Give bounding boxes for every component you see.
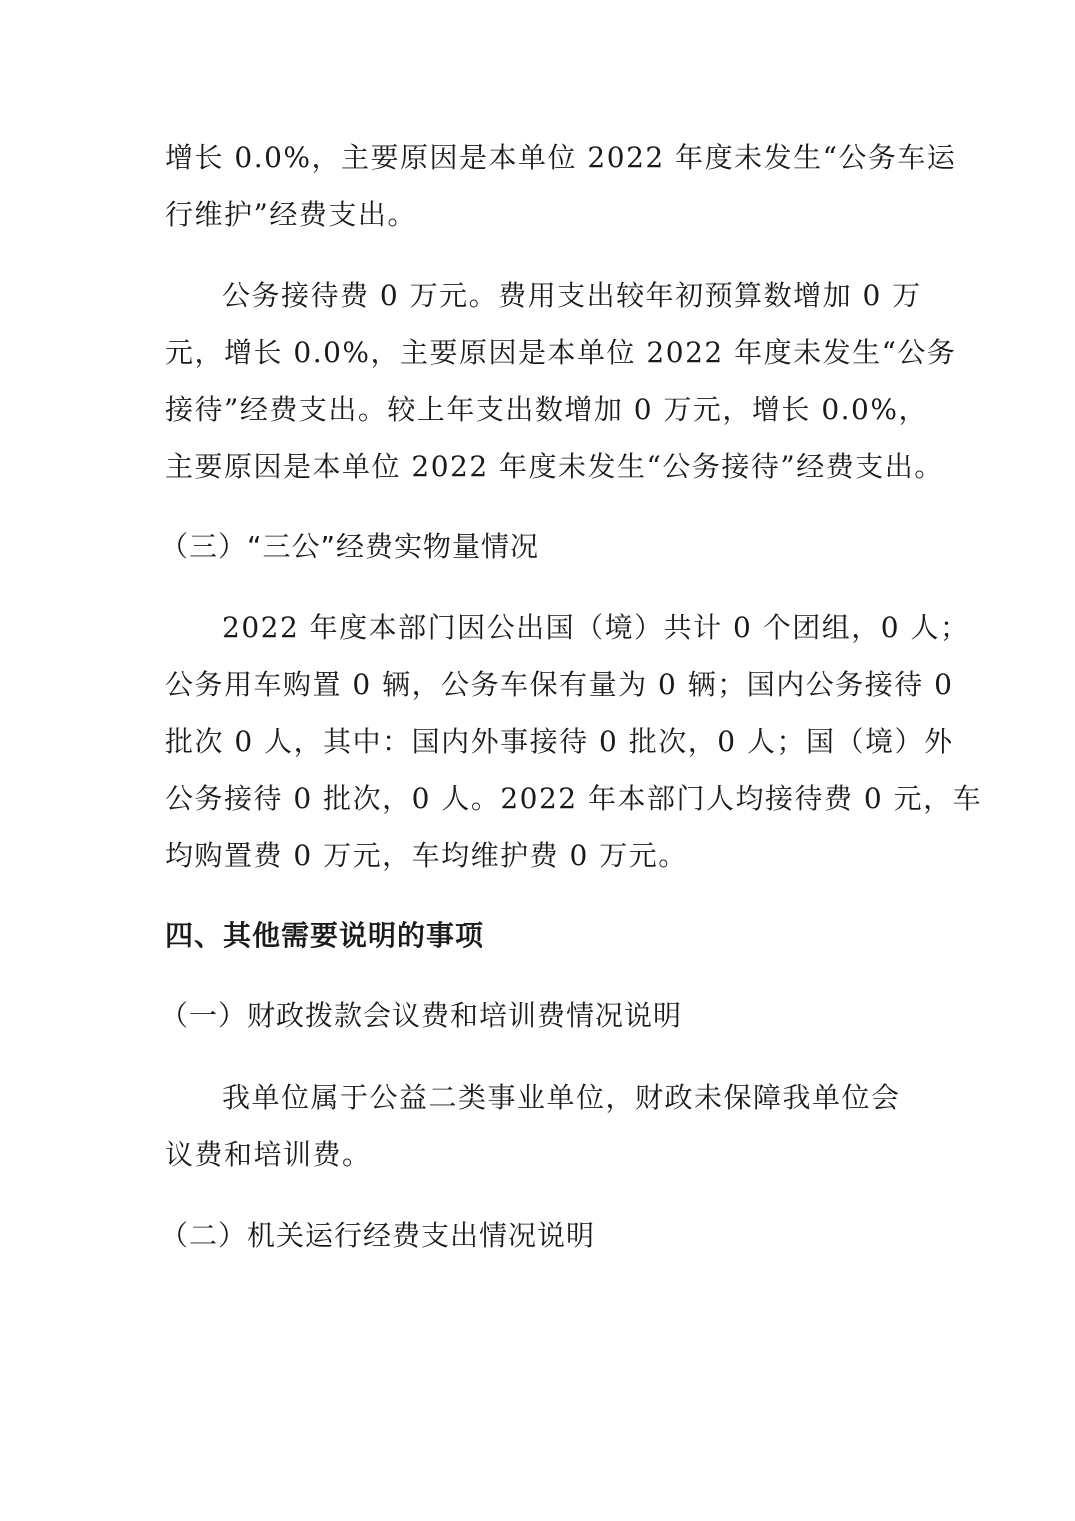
paragraph-line: 主要原因是本单位 2022 年度未发生“公务接待”经费支出。 <box>165 450 944 483</box>
section-heading: （一）财政拨款会议费和培训费情况说明 <box>160 999 683 1032</box>
section-heading: （二）机关运行经费支出情况说明 <box>160 1219 596 1252</box>
paragraph-line: 行维护”经费支出。 <box>165 198 417 231</box>
paragraph-line: 2022 年度本部门因公出国（境）共计 0 个团组，0 人； <box>222 611 970 644</box>
paragraph-line: 公务接待费 0 万元。费用支出较年初预算数增加 0 万 <box>222 279 922 312</box>
paragraph-line: 批次 0 人，其中：国内外事接待 0 批次，0 人；国（境）外 <box>165 725 954 758</box>
paragraph-line: 接待”经费支出。较上年支出数增加 0 万元，增长 0.0%， <box>165 393 928 426</box>
paragraph-line: 增长 0.0%，主要原因是本单位 2022 年度未发生“公务车运 <box>165 141 957 174</box>
paragraph-line: 公务用车购置 0 辆，公务车保有量为 0 辆；国内公务接待 0 <box>165 668 954 701</box>
section-heading: （三）“三公”经费实物量情况 <box>160 530 540 563</box>
paragraph-line: 公务接待 0 批次，0 人。2022 年本部门人均接待费 0 元，车 <box>165 782 983 815</box>
paragraph-line: 元，增长 0.0%，主要原因是本单位 2022 年度未发生“公务 <box>165 336 957 369</box>
paragraph-line: 均购置费 0 万元，车均维护费 0 万元。 <box>165 839 688 872</box>
part-heading: 四、其他需要说明的事项 <box>165 919 485 952</box>
paragraph-line: 我单位属于公益二类事业单位，财政未保障我单位会 <box>222 1081 901 1114</box>
paragraph-line: 议费和培训费。 <box>165 1138 372 1171</box>
